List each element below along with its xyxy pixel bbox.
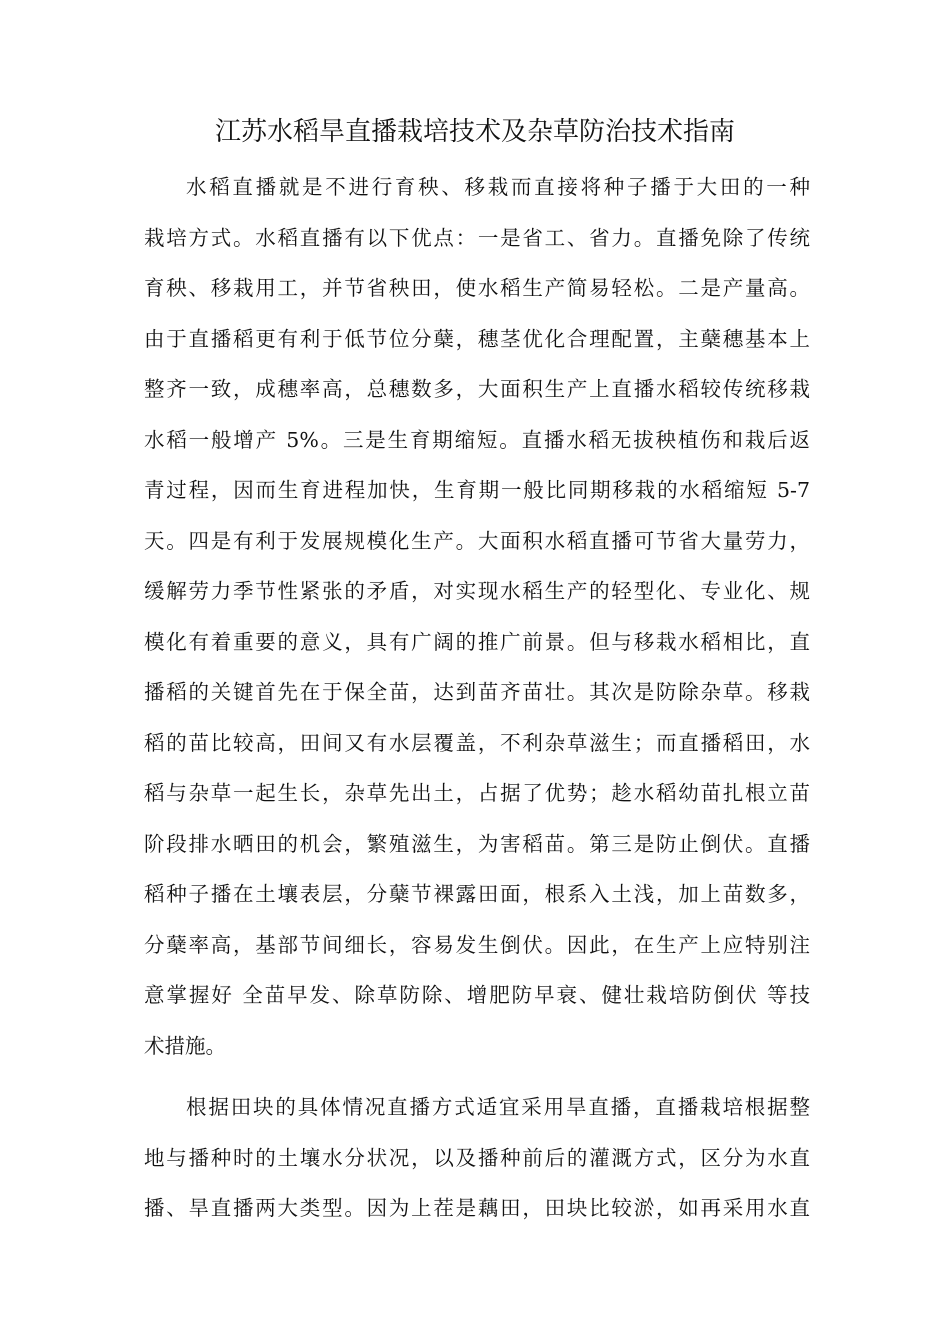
text-line: 天。四是有利于发展规模化生产。大面积水稻直播可节省大量劳力， bbox=[144, 528, 810, 553]
text-line: 稻与杂草一起生长，杂草先出土，占据了优势；趁水稻幼苗扎根立苗 bbox=[144, 781, 810, 805]
text-line: 地与播种时的土壤水分状况，以及播种前后的灌溉方式，区分为水直 bbox=[144, 1145, 810, 1170]
text-line: 栽培方式。水稻直播有以下优点：一是省工、省力。直播免除了传统 bbox=[144, 225, 810, 250]
text-line: 稻的苗比较高，田间又有水层覆盖，不利杂草滋生；而直播稻田，水 bbox=[144, 730, 810, 755]
text-line: 青过程，因而生育进程加快，生育期一般比同期移栽的水稻缩短 5-7 bbox=[144, 478, 810, 502]
text-line: 意掌握好 全苗早发、除草防除、增肥防早衰、健壮栽培防倒伏 等技 bbox=[144, 983, 810, 1007]
text-line: 水稻直播就是不进行育秧、移栽而直接将种子播于大田的一种 bbox=[186, 175, 810, 199]
text-line: 稻种子播在土壤表层，分蘖节裸露田面，根系入土浅，加上苗数多， bbox=[144, 882, 810, 906]
text-line: 模化有着重要的意义，具有广阔的推广前景。但与移栽水稻相比，直 bbox=[144, 629, 810, 654]
text-line: 播稻的关键首先在于保全苗，达到苗齐苗壮。其次是防除杂草。移栽 bbox=[144, 680, 810, 704]
text-line: 育秧、移栽用工，并节省秧田，使水稻生产简易轻松。二是产量高。 bbox=[144, 276, 810, 300]
document-title: 江苏水稻旱直播栽培技术及杂草防治技术指南 bbox=[214, 117, 735, 147]
paragraph-2 bbox=[144, 1082, 810, 1234]
text-line: 分蘖率高，基部节间细长，容易发生倒伏。因此，在生产上应特别注 bbox=[144, 932, 810, 957]
text-line: 整齐一致，成穗率高，总穗数多，大面积生产上直播水稻较传统移栽 bbox=[144, 377, 810, 401]
paragraph-1 bbox=[144, 162, 810, 1071]
text-line: 术措施。 bbox=[144, 1033, 226, 1058]
text-line: 由于直播稻更有利于低节位分蘖，穗茎优化合理配置，主蘖穗基本上 bbox=[144, 326, 810, 351]
text-line: 阶段排水晒田的机会，繁殖滋生，为害稻苗。第三是防止倒伏。直播 bbox=[144, 831, 810, 856]
text-line: 播、旱直播两大类型。因为上茬是藕田，田块比较淤，如再采用水直 bbox=[144, 1196, 810, 1220]
text-line: 根据田块的具体情况直播方式适宜采用旱直播，直播栽培根据整 bbox=[186, 1095, 810, 1119]
text-line: 缓解劳力季节性紧张的矛盾，对实现水稻生产的轻型化、专业化、规 bbox=[144, 579, 810, 603]
text-line: 水稻一般增产 5%。三是生育期缩短。直播水稻无拔秧植伤和栽后返 bbox=[144, 427, 810, 452]
document-body bbox=[144, 162, 810, 1234]
